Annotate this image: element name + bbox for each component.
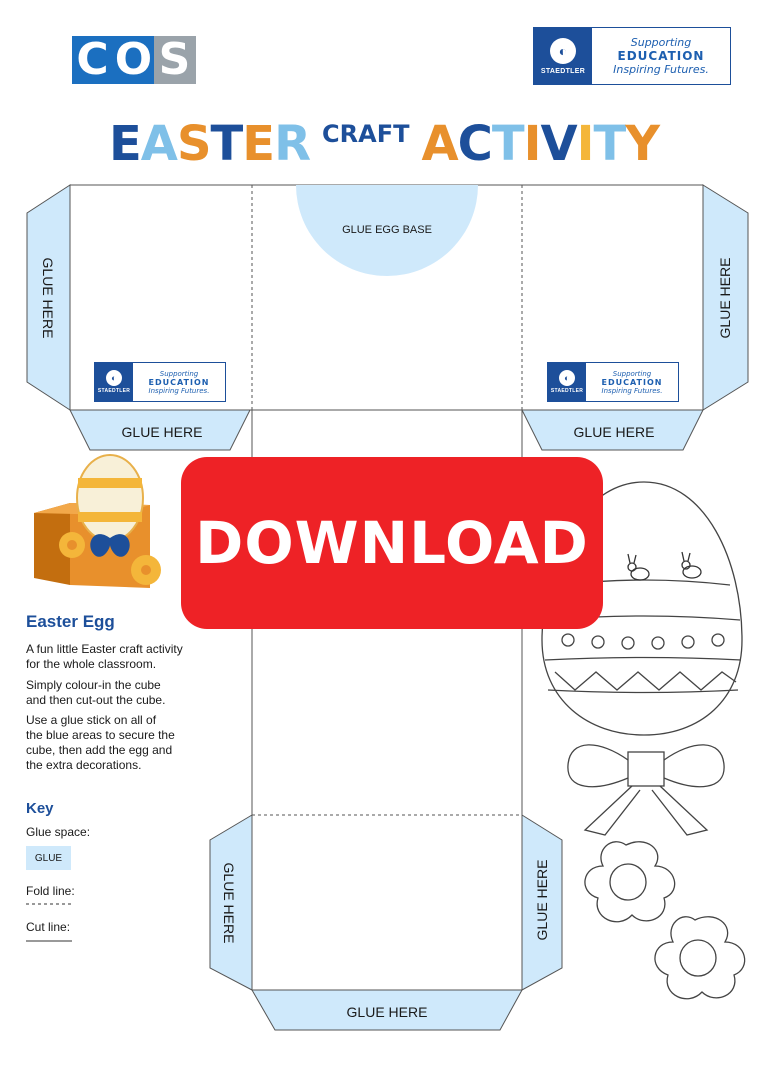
cos-logo-letter: O (114, 34, 153, 85)
info-paragraph: A fun little Easter craft activity for the whole classroom. (26, 642, 183, 671)
staedtler-mark (95, 363, 133, 401)
glue-here-label: GLUE HERE (534, 859, 550, 941)
bottom-face (252, 815, 522, 990)
key-cut-line: Cut line: (26, 920, 71, 934)
title-word-craft: CRAFT (322, 120, 410, 148)
info-paragraph: Use a glue stick on all of the blue areas to secure the cube, then add the egg and the extra decorations. (26, 713, 175, 772)
key-glue-space: Glue space: (26, 825, 91, 839)
glue-here-label: GLUE HERE (346, 1004, 428, 1020)
staedtler-brand: STAEDTLER (540, 67, 586, 75)
staedtler-logo-small (94, 362, 226, 402)
cube-illustration (34, 455, 161, 588)
rabbit-icon (628, 552, 701, 580)
glue-egg-base-label: GLUE EGG BASE (342, 224, 432, 236)
key-fold-line: Fold line: (26, 884, 75, 898)
key-glue-chip: GLUE (26, 846, 71, 870)
staedtler-line2: EDUCATION (617, 49, 705, 63)
staedtler-line1: Supporting (630, 36, 692, 49)
staedtler-line3: Inspiring Futures. (148, 386, 210, 395)
info-heading: Easter Egg (26, 612, 115, 631)
title-word-activity: ACTIVITY (421, 116, 659, 172)
title-word-easter: EASTER (108, 116, 311, 172)
glue-here-label: GLUE HERE (221, 862, 237, 944)
staedtler-mark (548, 363, 586, 401)
glue-here-label: GLUE HERE (717, 257, 733, 339)
staedtler-line3: Inspiring Futures. (613, 63, 709, 76)
cos-logo-letter: S (158, 34, 191, 85)
staedtler-head-icon: ◐ (550, 38, 576, 64)
download-button[interactable]: DOWNLOAD (181, 457, 603, 629)
staedtler-brand: STAEDTLER (550, 388, 584, 394)
cos-logo-letter: C (72, 36, 113, 84)
key-heading: Key (26, 800, 54, 817)
staedtler-brand: STAEDTLER (97, 388, 131, 394)
info-paragraph: Simply colour-in the cube and then cut-out the cube. (26, 678, 166, 707)
flower-outline (585, 842, 745, 999)
glue-here-label: GLUE HERE (121, 424, 203, 440)
staedtler-logo-small (547, 362, 679, 402)
staedtler-line2: EDUCATION (601, 377, 663, 387)
staedtler-line3: Inspiring Futures. (601, 386, 663, 395)
staedtler-line2: EDUCATION (148, 377, 210, 387)
glue-here-label: GLUE HERE (40, 257, 56, 339)
glue-here-label: GLUE HERE (573, 424, 655, 440)
staedtler-line1: Supporting (159, 369, 199, 378)
staedtler-head-icon: ◐ (106, 370, 122, 386)
bow-outline (568, 745, 724, 835)
staedtler-line1: Supporting (612, 369, 652, 378)
staedtler-head-icon: ◐ (559, 370, 575, 386)
